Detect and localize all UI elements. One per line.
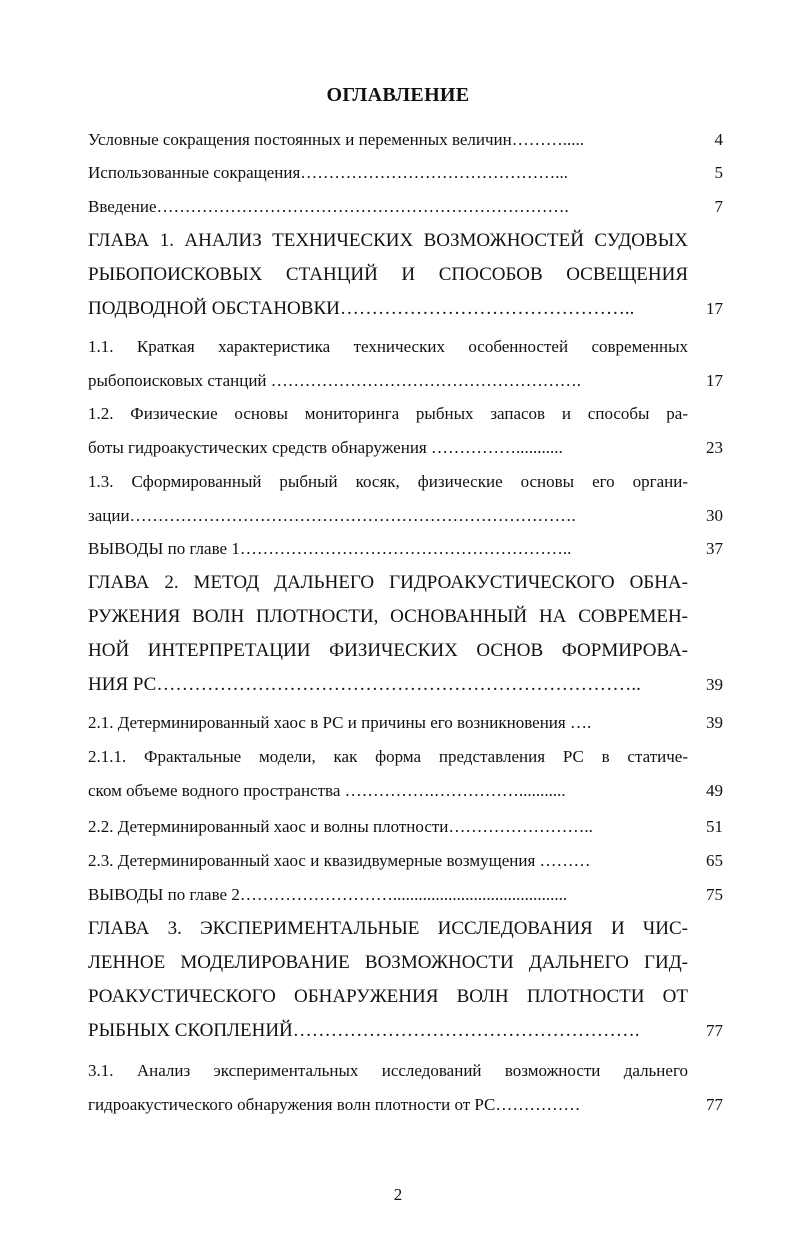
toc-entry <box>88 810 723 844</box>
toc-page-number: 37 <box>706 539 723 558</box>
toc-entry-text: РЫБОПОИСКОВЫХ СТАНЦИЙ И СПОСОБОВ ОСВЕЩЕНИЯ <box>88 264 688 285</box>
toc-entry-text: Введение………………………………………………………………. <box>88 197 569 216</box>
toc-entry-text: 2.3. Детерминированный хаос и квазидвумерные возмущения ……… <box>88 851 591 870</box>
toc-entry-text: 2.1.1. Фрактальные модели, как форма представления РС в статиче- <box>88 747 688 766</box>
toc-entry-text: 3.1. Анализ экспериментальных исследований возможности дальнего <box>88 1061 688 1080</box>
toc-entry-text: Условные сокращения постоянных и переменных величин………..... <box>88 130 585 149</box>
toc-page-number: 5 <box>714 163 723 182</box>
toc-entry <box>88 532 723 566</box>
toc-entry <box>88 190 723 224</box>
toc-entry-text: ГЛАВА 3. ЭКСПЕРИМЕНТАЛЬНЫЕ ИССЛЕДОВАНИЯ И ЧИС- <box>88 918 688 939</box>
toc-entry <box>88 706 723 740</box>
toc-page-number: 17 <box>706 299 723 318</box>
toc-entry-text: ВЫВОДЫ по главе 2………………………......................................... <box>88 885 568 904</box>
toc-entry-text: ском объеме водного пространства …………….……………........... <box>88 781 566 800</box>
toc-entry-text: ПОДВОДНОЙ ОБСТАНОВКИ……………………………………….. <box>88 298 635 319</box>
page-title: ОГЛАВЛЕНИЕ <box>326 84 470 106</box>
toc-entry-text: НИЯ РС………………………………………………………………….. <box>88 674 641 695</box>
toc-entry-text: РОАКУСТИЧЕСКОГО ОБНАРУЖЕНИЯ ВОЛН ПЛОТНОСТИ ОТ <box>88 986 688 1007</box>
toc-entry-text: зации……………………………………………………………………. <box>88 506 576 525</box>
toc-entry <box>88 123 723 157</box>
toc-entry-text: ВЫВОДЫ по главе 1………………………………………………….. <box>88 539 572 558</box>
toc-page-number: 49 <box>706 781 723 800</box>
toc-entry-text: боты гидроакустических средств обнаружения ……………........... <box>88 438 563 457</box>
toc-page-number: 75 <box>706 885 723 904</box>
toc-entry-text: ГЛАВА 1. АНАЛИЗ ТЕХНИЧЕСКИХ ВОЗМОЖНОСТЕЙ СУДОВЫХ <box>88 230 688 251</box>
toc-entry <box>88 740 723 808</box>
toc-page-number: 65 <box>706 851 723 870</box>
toc-entry-text: 1.2. Физические основы мониторинга рыбных запасов и способы ра- <box>88 404 688 423</box>
toc-entry-text: 1.3. Сформированный рыбный косяк, физические основы его органи- <box>88 472 688 491</box>
toc-entry-text: НОЙ ИНТЕРПРЕТАЦИИ ФИЗИЧЕСКИХ ОСНОВ ФОРМИРОВА- <box>88 640 688 661</box>
toc-page-number: 23 <box>706 438 723 457</box>
page-number: 2 <box>393 1185 403 1204</box>
toc-entry-text: Использованные сокращения………………………………………... <box>88 163 569 182</box>
toc-entry-text: РУЖЕНИЯ ВОЛН ПЛОТНОСТИ, ОСНОВАННЫЙ НА СОВРЕМЕН- <box>88 606 688 627</box>
toc-entry <box>88 330 723 398</box>
toc-entry-text: 2.2. Детерминированный хаос и волны плотности…………………….. <box>88 817 593 836</box>
toc-entry-text: гидроакустического обнаружения волн плотности от РС…………… <box>88 1095 581 1114</box>
toc-chapter-entry <box>88 224 723 326</box>
toc-entry <box>88 844 723 878</box>
toc-page-number: 77 <box>706 1095 723 1114</box>
toc-chapter-entry <box>88 912 723 1048</box>
toc-page-number: 4 <box>714 130 723 149</box>
toc-entry-text: 2.1. Детерминированный хаос в РС и причины его возникновения …. <box>88 713 592 732</box>
toc-page-number: 77 <box>706 1021 723 1040</box>
toc-entry-text: РЫБНЫХ СКОПЛЕНИЙ………………………………………………. <box>88 1020 640 1041</box>
toc-page-number: 7 <box>714 197 723 216</box>
toc-entry-text: ГЛАВА 2. МЕТОД ДАЛЬНЕГО ГИДРОАКУСТИЧЕСКОГО ОБНА- <box>88 572 688 593</box>
toc-entry <box>88 397 723 465</box>
toc-page-number: 30 <box>706 506 723 525</box>
toc-entry <box>88 465 723 533</box>
toc-entry-text: ЛЕННОЕ МОДЕЛИРОВАНИЕ ВОЗМОЖНОСТИ ДАЛЬНЕГО ГИД- <box>88 952 688 973</box>
toc-entry <box>88 156 723 190</box>
toc-page-number: 39 <box>706 675 723 694</box>
toc-page-number: 17 <box>706 371 723 390</box>
toc-entry-text: рыбопоисковых станций ………………………………………………. <box>88 371 582 390</box>
toc-page-number: 39 <box>706 713 723 732</box>
toc-chapter-entry <box>88 566 723 702</box>
toc-entry <box>88 1054 723 1122</box>
toc-entry-text: 1.1. Краткая характеристика технических особенностей современных <box>88 337 688 356</box>
toc-entry <box>88 878 723 912</box>
toc-page-number: 51 <box>706 817 723 836</box>
